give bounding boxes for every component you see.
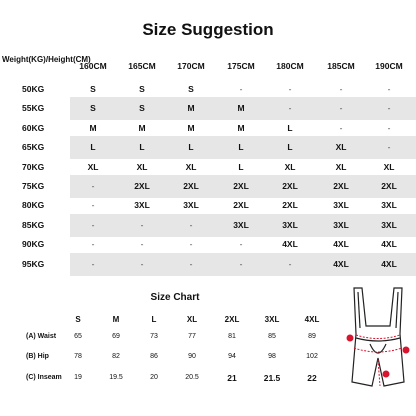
table-cell: M (138, 122, 146, 133)
table-cell: 3XL (381, 200, 397, 211)
chart-cell: 102 (306, 353, 318, 360)
row-label: 60KG (22, 122, 45, 133)
table-cell: - (91, 219, 95, 230)
table-cell: - (189, 219, 193, 230)
table-cell: 2XL (282, 200, 298, 211)
table-cell: - (140, 258, 144, 269)
table-cell: M (89, 122, 97, 133)
table-cell: L (287, 122, 293, 133)
chart-cell: 77 (188, 333, 196, 340)
table-cell: - (239, 258, 243, 269)
table-cell: L (287, 142, 293, 153)
table-cell: XL (335, 161, 347, 172)
table-cell: - (339, 122, 343, 133)
table-cell: - (239, 239, 243, 250)
row-label: 75KG (22, 181, 45, 191)
table-cell: XL (284, 161, 296, 172)
column-header: 160CM (79, 61, 107, 71)
table-cell: - (288, 258, 292, 269)
chart-cell: 94 (228, 353, 236, 360)
row-label: 90KG (22, 239, 45, 250)
table-cell: M (237, 103, 245, 114)
table-cell: 2XL (282, 181, 298, 191)
chart-row-label: (C) Inseam (26, 374, 62, 381)
chart-cell: 21 (227, 373, 237, 383)
chart-cell: 65 (74, 333, 82, 340)
table-cell: S (188, 84, 194, 94)
table-cell: - (288, 103, 292, 114)
table-cell: - (387, 103, 391, 114)
chart-cell: 78 (74, 353, 82, 360)
row-label: 85KG (22, 219, 45, 230)
inseam-marker-icon (383, 371, 390, 378)
chart-column-header: XL (186, 315, 198, 324)
table-cell: - (91, 258, 95, 269)
table-cell: - (387, 142, 391, 153)
table-cell: L (238, 161, 244, 172)
column-header: 170CM (177, 61, 205, 71)
chart-cell: 90 (188, 353, 196, 360)
chart-cell: 20.5 (185, 374, 199, 381)
row-label: 55KG (22, 103, 45, 114)
table-cell: L (238, 142, 244, 153)
table-cell: - (140, 219, 144, 230)
row-label: 50KG (22, 84, 45, 94)
table-cell: M (187, 122, 195, 133)
table-cell: 2XL (381, 181, 397, 191)
table-cell: - (339, 84, 343, 94)
row-label: 70KG (22, 161, 45, 172)
chart-column-header: L (151, 315, 157, 324)
chart-cell: 86 (150, 353, 158, 360)
waist-marker-icon (347, 335, 354, 342)
table-row (0, 253, 416, 276)
table-cell: - (387, 122, 391, 133)
column-header: 165CM (128, 61, 156, 71)
table-cell: 3XL (333, 219, 349, 230)
table-cell: 2XL (233, 181, 249, 191)
table-cell: 4XL (381, 258, 397, 269)
table-cell: L (90, 142, 96, 153)
column-header: 175CM (227, 61, 255, 71)
table-cell: 4XL (333, 239, 349, 250)
chart-column-header: 4XL (304, 315, 320, 324)
table-cell: M (187, 103, 195, 114)
chart-column-header: 3XL (264, 315, 280, 324)
chart-column-header: M (112, 315, 120, 324)
chart-cell: 98 (268, 353, 276, 360)
table-cell: L (188, 142, 194, 153)
chart-cell: 69 (112, 333, 120, 340)
table-cell: 2XL (134, 181, 150, 191)
chart-row-label: (B) Hip (26, 353, 49, 360)
size-chart-title: Size Chart (150, 292, 200, 303)
chart-cell: 19 (74, 374, 82, 381)
chart-row (0, 347, 345, 367)
table-cell: 4XL (333, 258, 349, 269)
table-cell: S (90, 103, 96, 114)
table-cell: 3XL (333, 200, 349, 211)
size-suggestion-title: Size Suggestion (142, 20, 274, 39)
table-cell: 2XL (333, 181, 349, 191)
corner-label: Weight(KG)/Height(CM) (2, 55, 91, 64)
table-cell: - (339, 103, 343, 114)
table-cell: XL (136, 161, 148, 172)
table-cell: - (288, 84, 292, 94)
table-cell: M (237, 122, 245, 133)
column-header: 190CM (375, 61, 403, 71)
table-cell: 3XL (233, 219, 249, 230)
row-label: 95KG (22, 258, 45, 269)
table-cell: 3XL (282, 219, 298, 230)
hip-marker-icon (403, 347, 410, 354)
table-cell: - (91, 181, 95, 191)
row-label: 65KG (22, 142, 45, 153)
table-cell: 2XL (183, 181, 199, 191)
chart-cell: 81 (228, 333, 236, 340)
table-cell: 2XL (233, 200, 249, 211)
table-cell: S (90, 84, 96, 94)
table-cell: S (139, 84, 145, 94)
chart-cell: 21.5 (263, 373, 281, 383)
table-cell: - (189, 258, 193, 269)
chart-cell: 73 (150, 333, 158, 340)
chart-cell: 89 (308, 333, 316, 340)
table-cell: XL (335, 142, 347, 153)
table-cell: - (387, 84, 391, 94)
table-cell: L (139, 142, 145, 153)
column-header: 180CM (276, 61, 304, 71)
chart-cell: 19.5 (109, 374, 123, 381)
column-header: 185CM (327, 61, 355, 71)
table-cell: - (189, 239, 193, 250)
table-cell: XL (185, 161, 197, 172)
table-cell: - (91, 239, 95, 250)
bib-shorts-illustration (340, 282, 416, 412)
table-cell: 3XL (183, 200, 199, 211)
table-cell: S (139, 103, 145, 114)
chart-cell: 82 (112, 353, 120, 360)
table-cell: - (140, 239, 144, 250)
chart-cell: 85 (268, 333, 276, 340)
table-cell: XL (87, 161, 99, 172)
table-cell: 3XL (381, 219, 397, 230)
table-cell: 4XL (381, 239, 397, 250)
chart-cell: 22 (307, 373, 317, 383)
table-cell: - (239, 84, 243, 94)
table-cell: XL (383, 161, 395, 172)
table-cell: - (91, 200, 95, 211)
chart-row (0, 368, 345, 388)
chart-row-label: (A) Waist (26, 333, 57, 340)
chart-column-header: S (75, 315, 81, 324)
table-cell: 3XL (134, 200, 150, 211)
table-cell: 4XL (282, 239, 298, 250)
chart-column-header: 2XL (224, 315, 240, 324)
row-label: 80KG (22, 200, 45, 211)
chart-row (0, 327, 345, 347)
chart-cell: 20 (150, 374, 158, 381)
